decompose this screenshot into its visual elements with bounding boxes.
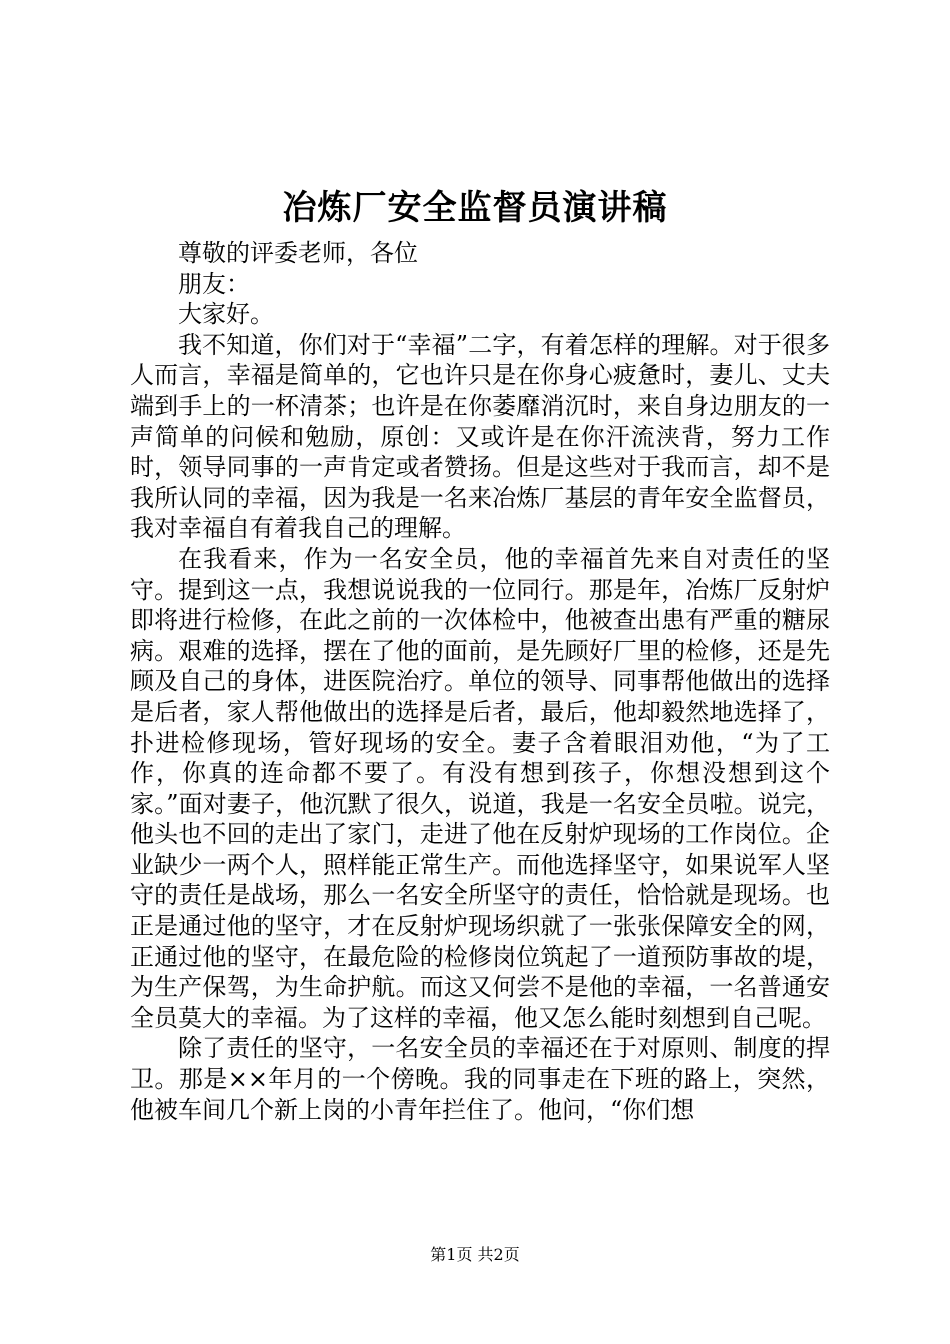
- document-body: [130, 238, 830, 1125]
- page-footer: 第1页 共2页: [430, 1245, 520, 1264]
- body-paragraph: 在我看来，作为一名安全员，他的幸福首先来自对责任的坚守。提到这一点，我想说说我的一位同行。那是年，冶炼厂反射炉即将进行检修，在此之前的一次体检中，他被查出患有严重的糖尿病。艰难的选择，摆在了他的面前，是先顾好厂里的检修，还是先顾及自己的身体，进医院治疗。单位的领导、同事帮他做出的选择是后者，家人帮他做出的选择是后者，最后，他却毅然地选择了，扑进检修现场，管好现场的安全。妻子含着眼泪劝他，“为了工作，你真的连命都不要了。有没有想到孩子，你想没想到这个家。”面对妻子，他沉默了很久，说道，我是一名安全员啦。说完，他头也不回的走出了家门，走进了他在反射炉现场的工作岗位。企业缺少一两个人，照样能正常生产。而他选择坚守，如果说军人坚守的责任是战场，那么一名安全所坚守的责任，恰恰就是现场。也正是通过他的坚守，才在反射炉现场织就了一张张保障安全的网，正通过他的坚守，在最危险的检修岗位筑起了一道预防事故的堤，为生产保驾，为生命护航。而这又何尝不是他的幸福，一名普通安全员莫大的幸福。为了这样的幸福，他又怎么能时刻想到自己呢。: [130, 544, 830, 1032]
- page-title: 冶炼厂安全监督员演讲稿: [282, 188, 668, 228]
- body-paragraph: 除了责任的坚守，一名安全员的幸福还在于对原则、制度的捍卫。那是××年月的一个傍晚。我的同事走在下班的路上，突然，他被车间几个新上岗的小青年拦住了。他问，“你们想: [130, 1034, 830, 1124]
- greeting: 大家好。: [178, 300, 274, 329]
- salutation-line-2: 朋友：: [178, 269, 250, 298]
- salutation-line-1: 尊敬的评委老师，各位: [178, 239, 418, 267]
- body-paragraph: 我不知道，你们对于“幸福”二字，有着怎样的理解。对于很多人而言，幸福是简单的，它也许只是在你身心疲惫时，妻儿、丈夫端到手上的一杯清茶；也许是在你萎靡消沉时，来自身边朋友的一声简单的问候和勉励，原创：又或许是在你汗流浃背，努力工作时，领导同事的一声肯定或者赞扬。但是这些对于我而言，却不是我所认同的幸福，因为我是一名来冶炼厂基层的青年安全监督员，我对幸福自有着我自己的理解。: [130, 330, 830, 543]
